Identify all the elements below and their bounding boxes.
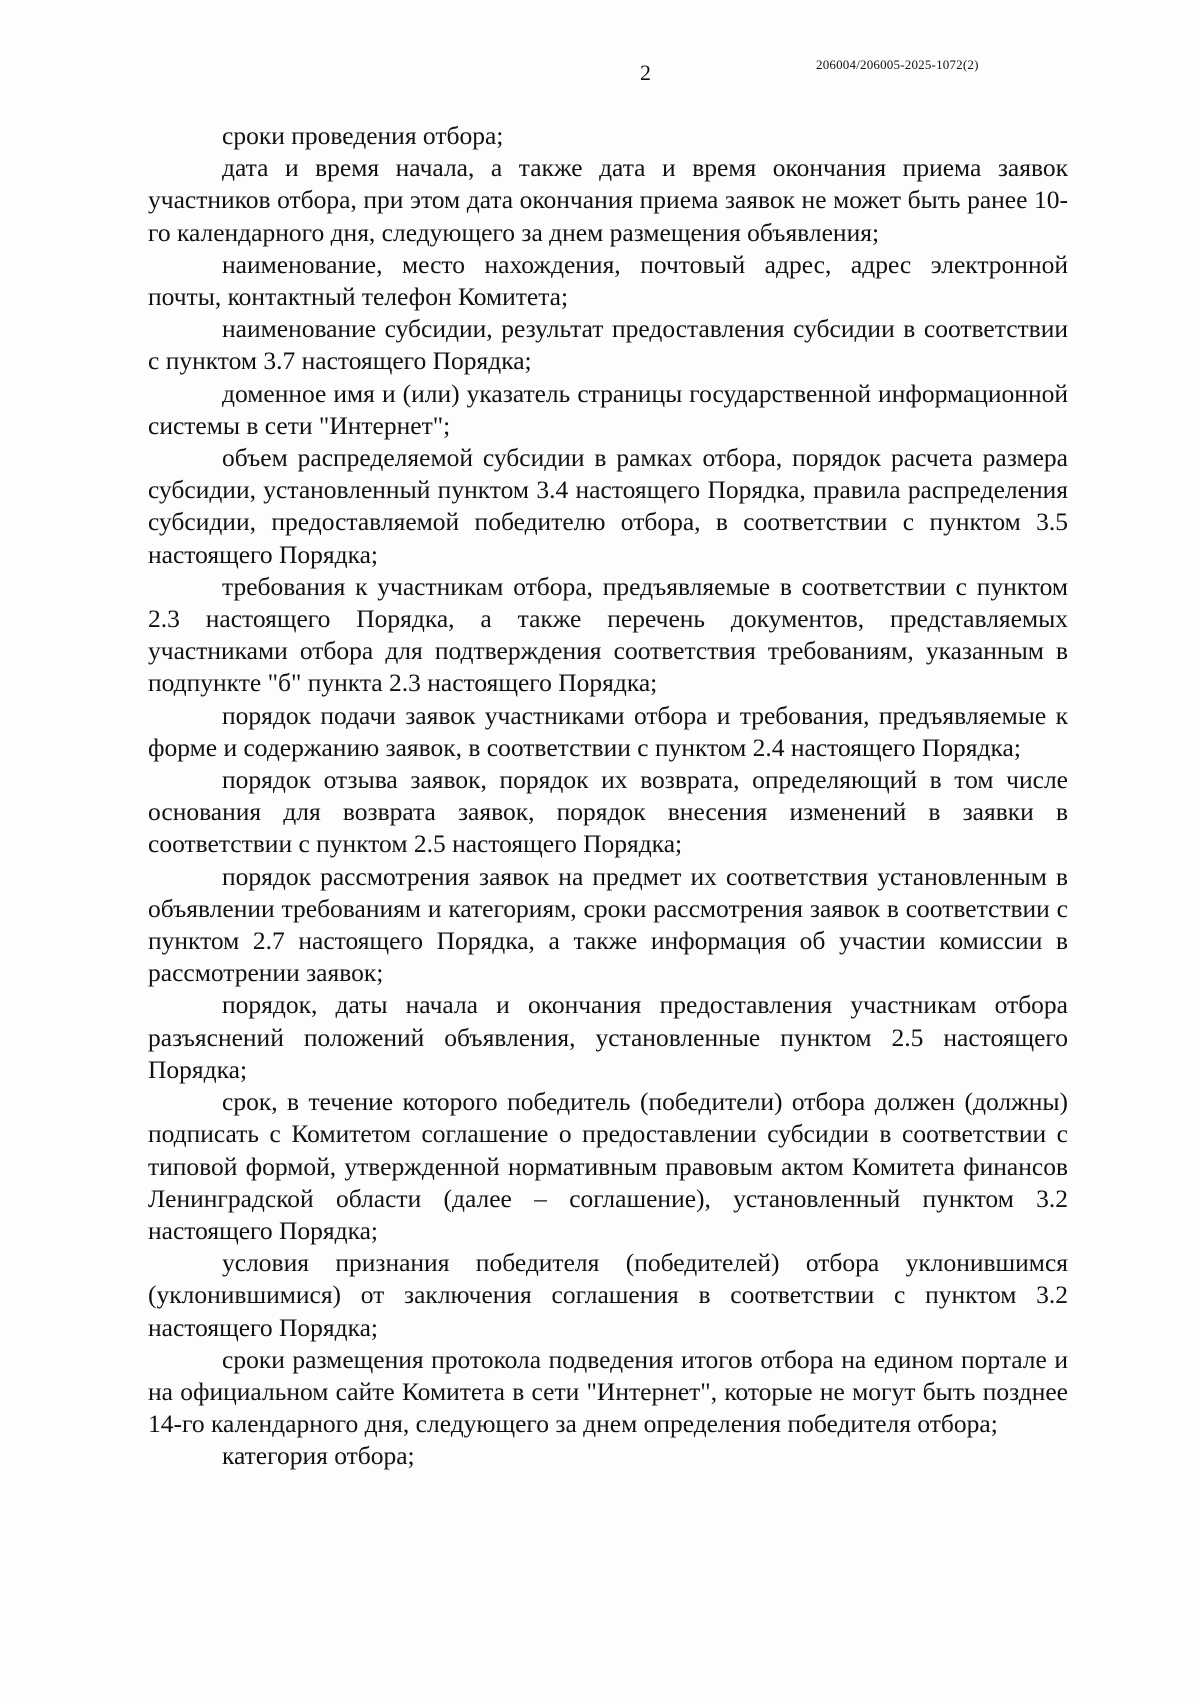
paragraph: порядок, даты начала и окончания предоставления участникам отбора разъяснений положений объявления, установленные пунктом 2.5 настоящего Порядка; — [148, 990, 1068, 1084]
paragraph: сроки проведения отбора; — [222, 121, 504, 150]
paragraph: условия признания победителя (победителей) отбора уклонившимся (уклонившимися) от заключения соглашения в соответствии с пунктом 3.2 настоящего Порядка; — [148, 1248, 1068, 1342]
paragraph: наименование субсидии, результат предоставления субсидии в соответствии с пунктом 3.7 настоящего Порядка; — [148, 314, 1068, 376]
page-number: 2 — [640, 60, 651, 85]
paragraph: порядок рассмотрения заявок на предмет их соответствия установленным в объявлении требованиям и категориям, сроки рассмотрения заявок в соответствии с пунктом 2.7 настоящего Порядка, а также информация об участии комиссии в рассмотрении заявок; — [148, 861, 1068, 988]
paragraph: требования к участникам отбора, предъявляемые в соответствии с пунктом 2.3 настоящего Порядка, а также перечень документов, представляемых участниками отбора для подтверждения соответствия требованиям, указанным в подпункте "б" пункта 2.3 настоящего Порядка; — [148, 571, 1068, 698]
paragraph: сроки размещения протокола подведения итогов отбора на едином портале и на официальном сайте Комитета в сети "Интернет", которые не могут быть позднее 14-го календарного дня, следующего за днем определения победителя отбора; — [148, 1344, 1068, 1439]
paragraph: срок, в течение которого победитель (победители) отбора должен (должны) подписать с Комитетом соглашение о предоставлении субсидии в соответствии с типовой формой, утвержденной нормативным правовым актом Комитета финансов Ленинградской области (далее – соглашение), установленный пунктом 3.2 настоящего Порядка; — [148, 1087, 1068, 1245]
document-body — [148, 120, 1068, 1473]
paragraph: порядок подачи заявок участниками отбора и требования, предъявляемые к форме и содержанию заявок, в соответствии с пунктом 2.4 настоящего Порядка; — [148, 700, 1068, 762]
paragraph: дата и время начала, а также дата и время окончания приема заявок участников отбора, при этом дата окончания приема заявок не может быть ранее 10-го календарного дня, следующего за днем размещения объявления; — [148, 153, 1068, 247]
paragraph: наименование, место нахождения, почтовый адрес, адрес электронной почты, контактный телефон Комитета; — [148, 249, 1068, 312]
paragraph: порядок отзыва заявок, порядок их возврата, определяющий в том числе основания для возврата заявок, порядок внесения изменений в заявки в соответствии с пунктом 2.5 настоящего Порядка; — [148, 765, 1068, 859]
paragraph: доменное имя и (или) указатель страницы государственной информационной системы в сети "Интернет"; — [148, 378, 1068, 440]
document-id: 206004/206005-2025-1072(2) — [816, 57, 979, 72]
paragraph: категория отбора; — [222, 1441, 415, 1471]
paragraph: объем распределяемой субсидии в рамках отбора, порядок расчета размера субсидии, установленный пунктом 3.4 настоящего Порядка, правила распределения субсидии, предоставляемой победителю отбора, в соответствии с пунктом 3.5 настоящего Порядка; — [148, 443, 1068, 569]
